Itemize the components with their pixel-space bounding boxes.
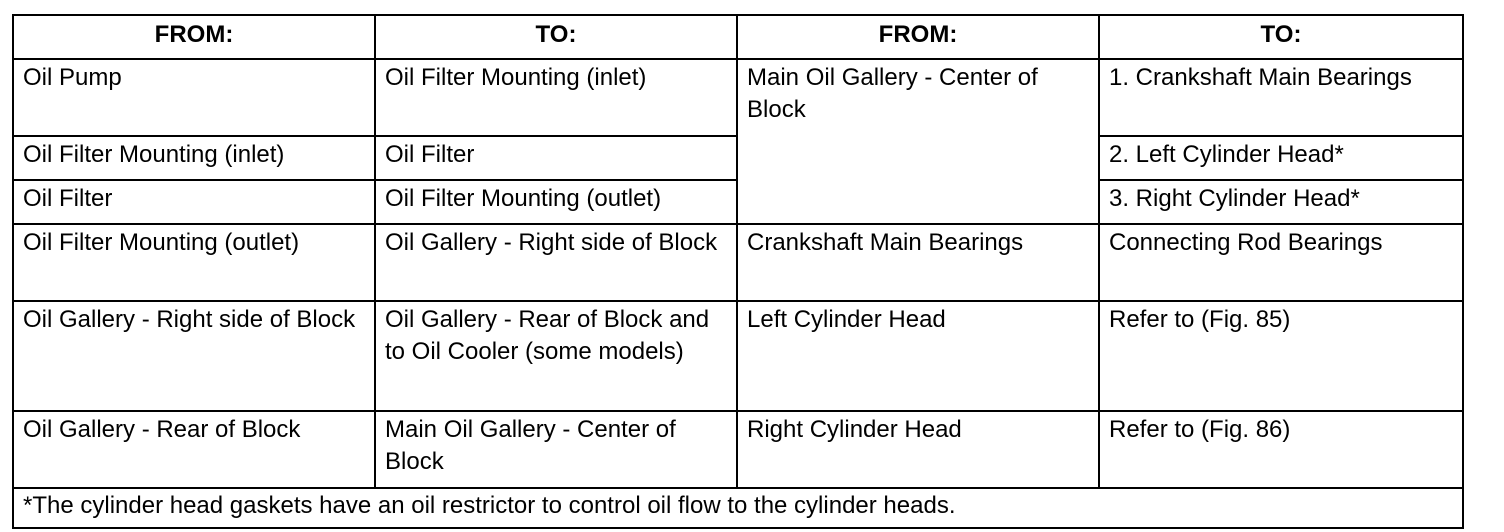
cell-to-1: Oil Gallery - Right side of Block: [375, 224, 737, 301]
cell-from-2: Left Cylinder Head: [737, 301, 1099, 411]
cell-to-1: Oil Filter Mounting (inlet): [375, 59, 737, 136]
cell-to-1: Oil Filter: [375, 136, 737, 180]
header-row: [13, 15, 1463, 59]
cell-to-2: 2. Left Cylinder Head*: [1099, 136, 1463, 180]
table-row: [13, 59, 1463, 136]
header-from-2: FROM:: [737, 15, 1099, 59]
header-to-2: TO:: [1099, 15, 1463, 59]
footnote: *The cylinder head gaskets have an oil restrictor to control oil flow to the cylinder heads.: [13, 488, 1463, 528]
cell-from-1: Oil Filter Mounting (outlet): [13, 224, 375, 301]
cell-to-2: Refer to (Fig. 85): [1099, 301, 1463, 411]
cell-to-1: Main Oil Gallery - Center of Block: [375, 411, 737, 488]
cell-from-2: Main Oil Gallery - Center of Block: [737, 59, 1099, 224]
cell-to-2: 1. Crankshaft Main Bearings: [1099, 59, 1463, 136]
cell-from-1: Oil Filter: [13, 180, 375, 224]
cell-from-1: Oil Gallery - Rear of Block: [13, 411, 375, 488]
cell-to-1: Oil Gallery - Rear of Block and to Oil Cooler (some models): [375, 301, 737, 411]
cell-from-2: Crankshaft Main Bearings: [737, 224, 1099, 301]
table-row: [13, 301, 1463, 411]
cell-to-1: Oil Filter Mounting (outlet): [375, 180, 737, 224]
cell-from-1: Oil Pump: [13, 59, 375, 136]
cell-to-2: Refer to (Fig. 86): [1099, 411, 1463, 488]
header-from-1: FROM:: [13, 15, 375, 59]
cell-from-1: Oil Filter Mounting (inlet): [13, 136, 375, 180]
oil-flow-table: [12, 14, 1464, 529]
cell-from-2: Right Cylinder Head: [737, 411, 1099, 488]
table-row: [13, 411, 1463, 488]
cell-from-1: Oil Gallery - Right side of Block: [13, 301, 375, 411]
header-to-1: TO:: [375, 15, 737, 59]
cell-to-2: 3. Right Cylinder Head*: [1099, 180, 1463, 224]
footnote-row: [13, 488, 1463, 528]
cell-to-2: Connecting Rod Bearings: [1099, 224, 1463, 301]
table-row: [13, 224, 1463, 301]
